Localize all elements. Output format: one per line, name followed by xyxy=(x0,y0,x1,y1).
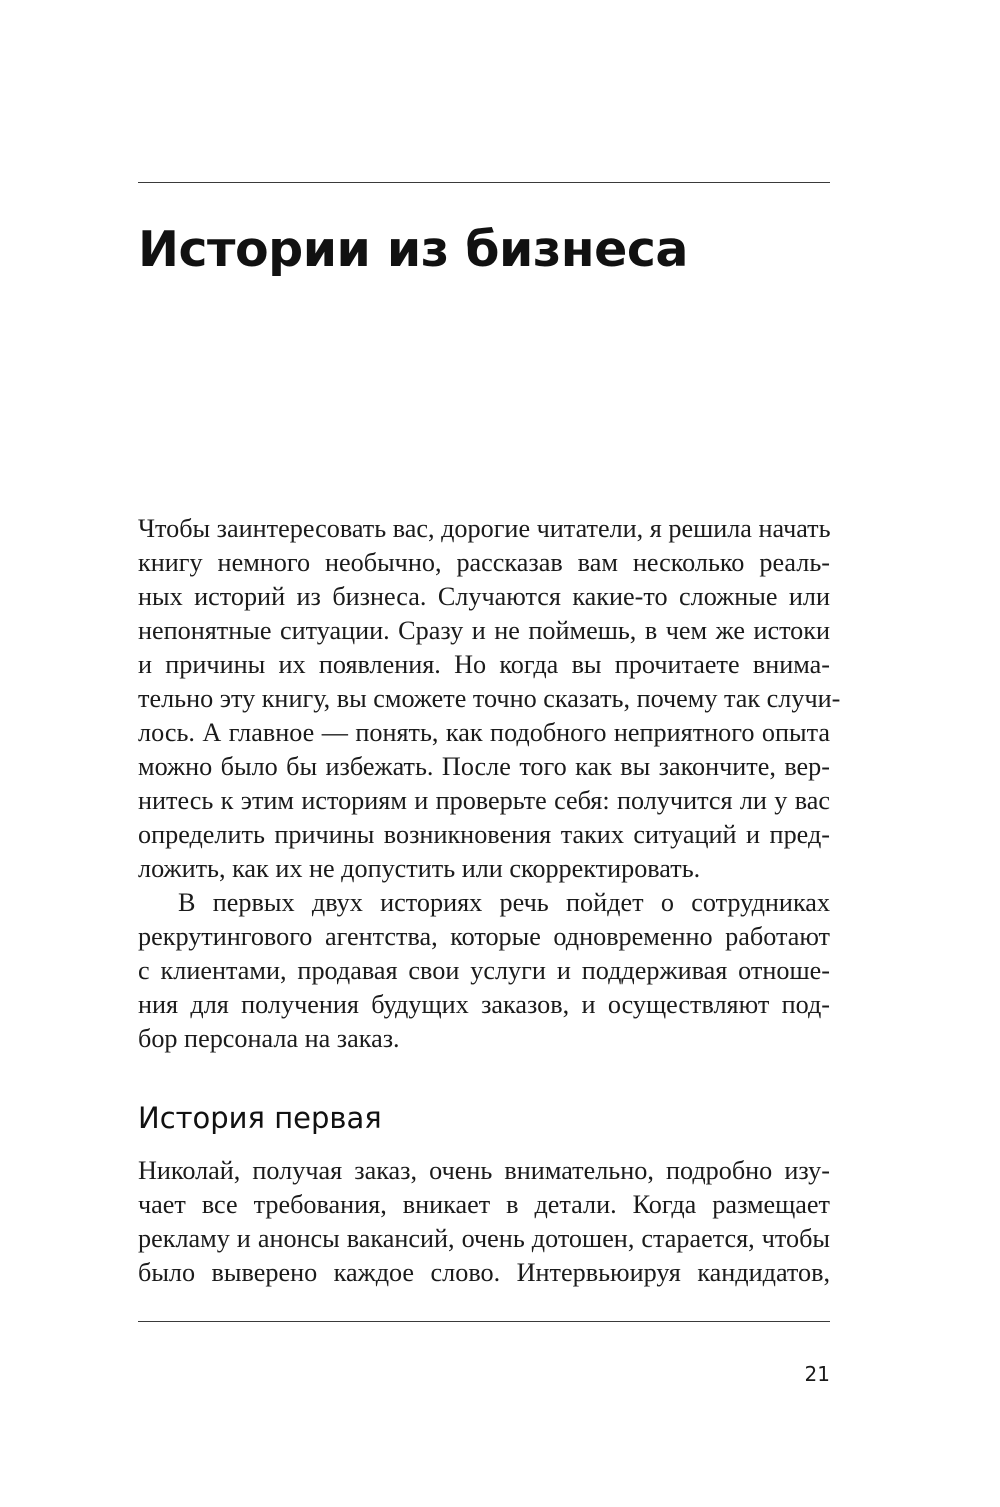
text-line: тельно эту книгу, вы сможете точно сказать, почему так случи- xyxy=(138,684,841,713)
text-line: непонятные ситуации. Сразу и не поймешь, в чем же истоки xyxy=(138,616,830,645)
text-line: можно было бы избежать. После того как вы закончите, вер- xyxy=(138,752,830,781)
text-line: Чтобы заинтересовать вас, дорогие читатели, я решила начать xyxy=(138,514,831,543)
story-one-text xyxy=(138,1154,830,1290)
text-line: ния для получения будущих заказов, и осуществляют под- xyxy=(138,990,830,1019)
text-line: было выверено каждое слово. Интервьюируя кандидатов, xyxy=(138,1258,830,1287)
text-line: определить причины возникновения таких ситуаций и пред- xyxy=(138,820,830,849)
intro-text xyxy=(138,512,841,1056)
page-number: 21 xyxy=(804,1362,830,1386)
bottom-rule xyxy=(138,1321,830,1322)
text-line: В первых двух историях речь пойдет о сотрудниках xyxy=(178,888,830,917)
text-line: Николай, получая заказ, очень внимательно, подробно изу- xyxy=(138,1156,830,1185)
text-line: лось. А главное — понять, как подобного неприятного опыта xyxy=(138,718,830,747)
text-line: нитесь к этим историям и проверьте себя: получится ли у вас xyxy=(138,786,830,815)
text-line: с клиентами, продавая свои услуги и поддерживая отноше- xyxy=(138,956,830,985)
text-line: бор персонала на заказ. xyxy=(138,1024,400,1053)
text-line: ложить, как их не допустить или скорректировать. xyxy=(138,854,701,883)
text-line: чает все требования, вникает в детали. Когда размещает xyxy=(138,1190,830,1219)
top-rule xyxy=(138,182,830,183)
text-line: рекламу и анонсы вакансий, очень дотошен, старается, чтобы xyxy=(138,1224,830,1253)
section-heading: История первая xyxy=(138,1101,382,1135)
text-line: рекрутингового агентства, которые одновременно работают xyxy=(138,922,830,951)
text-line: и причины их появления. Но когда вы прочитаете внима- xyxy=(138,650,830,679)
text-line: книгу немного необычно, рассказав вам несколько реаль- xyxy=(138,548,830,577)
text-line: ных историй из бизнеса. Случаются какие-то сложные или xyxy=(138,582,830,611)
chapter-title: Истории из бизнеса xyxy=(138,221,689,278)
